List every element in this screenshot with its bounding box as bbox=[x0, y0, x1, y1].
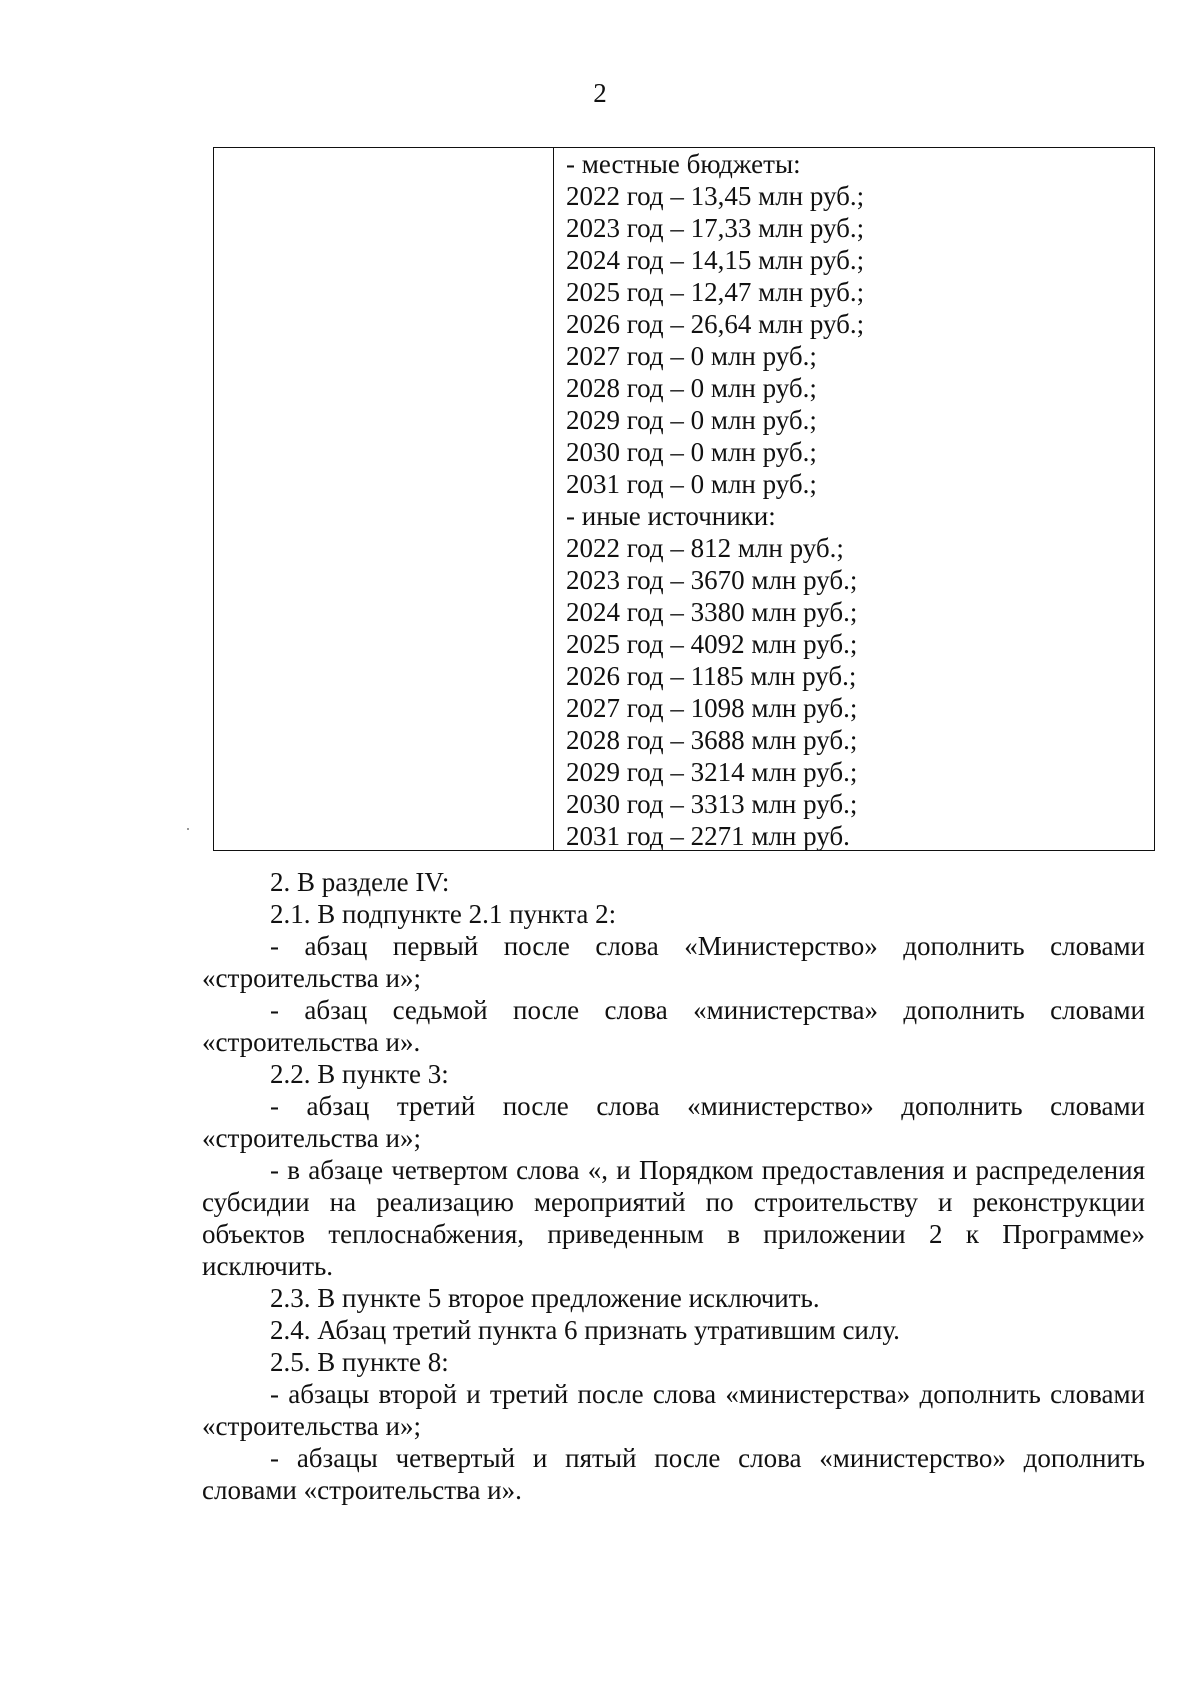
funding-line: 2030 год – 0 млн руб.; bbox=[566, 437, 817, 467]
amendment-paragraph: - в абзаце четвертом слова «, и Порядком предоставления и распределения субсидии на реализацию мероприятий по строительству и реконструкции объектов теплоснабжения, приведенным в приложении 2 к Программе» исключить. bbox=[202, 1155, 1145, 1281]
table-left-cell bbox=[214, 148, 554, 850]
funding-line: 2027 год – 1098 млн руб.; bbox=[566, 693, 858, 723]
amendment-paragraph: - абзацы четвертый и пятый после слова «министерство» дополнить словами «строительства и». bbox=[202, 1443, 1145, 1505]
funding-line: 2022 год – 13,45 млн руб.; bbox=[566, 181, 865, 211]
funding-line: 2028 год – 0 млн руб.; bbox=[566, 373, 817, 403]
subsection-heading: 2.2. В пункте 3: bbox=[270, 1059, 449, 1089]
funding-line: 2023 год – 3670 млн руб.; bbox=[566, 565, 858, 595]
table-right-cell bbox=[554, 148, 1154, 850]
funding-heading-other: - иные источники: bbox=[566, 501, 776, 531]
amendment-paragraph: - абзац седьмой после слова «министерства» дополнить словами «строительства и». bbox=[202, 995, 1145, 1057]
funding-line: 2028 год – 3688 млн руб.; bbox=[566, 725, 858, 755]
funding-line: 2022 год – 812 млн руб.; bbox=[566, 533, 844, 563]
amendment-paragraph: - абзац первый после слова «Министерство» дополнить словами «строительства и»; bbox=[202, 931, 1145, 993]
subsection-heading: 2.1. В подпункте 2.1 пункта 2: bbox=[270, 899, 617, 929]
funding-line: 2031 год – 2271 млн руб. bbox=[566, 821, 850, 851]
funding-heading-local: - местные бюджеты: bbox=[566, 149, 801, 179]
funding-line: 2030 год – 3313 млн руб.; bbox=[566, 789, 858, 819]
funding-line: 2026 год – 1185 млн руб.; bbox=[566, 661, 857, 691]
funding-line: 2025 год – 4092 млн руб.; bbox=[566, 629, 858, 659]
subsection-heading: 2.5. В пункте 8: bbox=[270, 1347, 449, 1377]
funding-line: 2031 год – 0 млн руб.; bbox=[566, 469, 817, 499]
amendment-paragraph: - абзац третий после слова «министерство» дополнить словами «строительства и»; bbox=[202, 1091, 1145, 1153]
amendment-paragraph: - абзацы второй и третий после слова «министерства» дополнить словами «строительства и»; bbox=[202, 1379, 1145, 1441]
funding-line: 2025 год – 12,47 млн руб.; bbox=[566, 277, 865, 307]
funding-line: 2029 год – 3214 млн руб.; bbox=[566, 757, 858, 787]
page-number: 2 bbox=[593, 78, 607, 108]
funding-line: 2027 год – 0 млн руб.; bbox=[566, 341, 817, 371]
scan-speck bbox=[187, 828, 189, 830]
funding-line: 2026 год – 26,64 млн руб.; bbox=[566, 309, 865, 339]
funding-line: 2029 год – 0 млн руб.; bbox=[566, 405, 817, 435]
section-heading: 2. В разделе IV: bbox=[270, 867, 450, 897]
amendment-paragraph: 2.4. Абзац третий пункта 6 признать утратившим силу. bbox=[270, 1315, 900, 1345]
funding-line: 2024 год – 3380 млн руб.; bbox=[566, 597, 858, 627]
funding-line: 2023 год – 17,33 млн руб.; bbox=[566, 213, 865, 243]
funding-line: 2024 год – 14,15 млн руб.; bbox=[566, 245, 865, 275]
amendment-paragraph: 2.3. В пункте 5 второе предложение исключить. bbox=[270, 1283, 820, 1313]
amendment-text bbox=[202, 866, 1145, 1506]
funding-table bbox=[213, 147, 1155, 851]
